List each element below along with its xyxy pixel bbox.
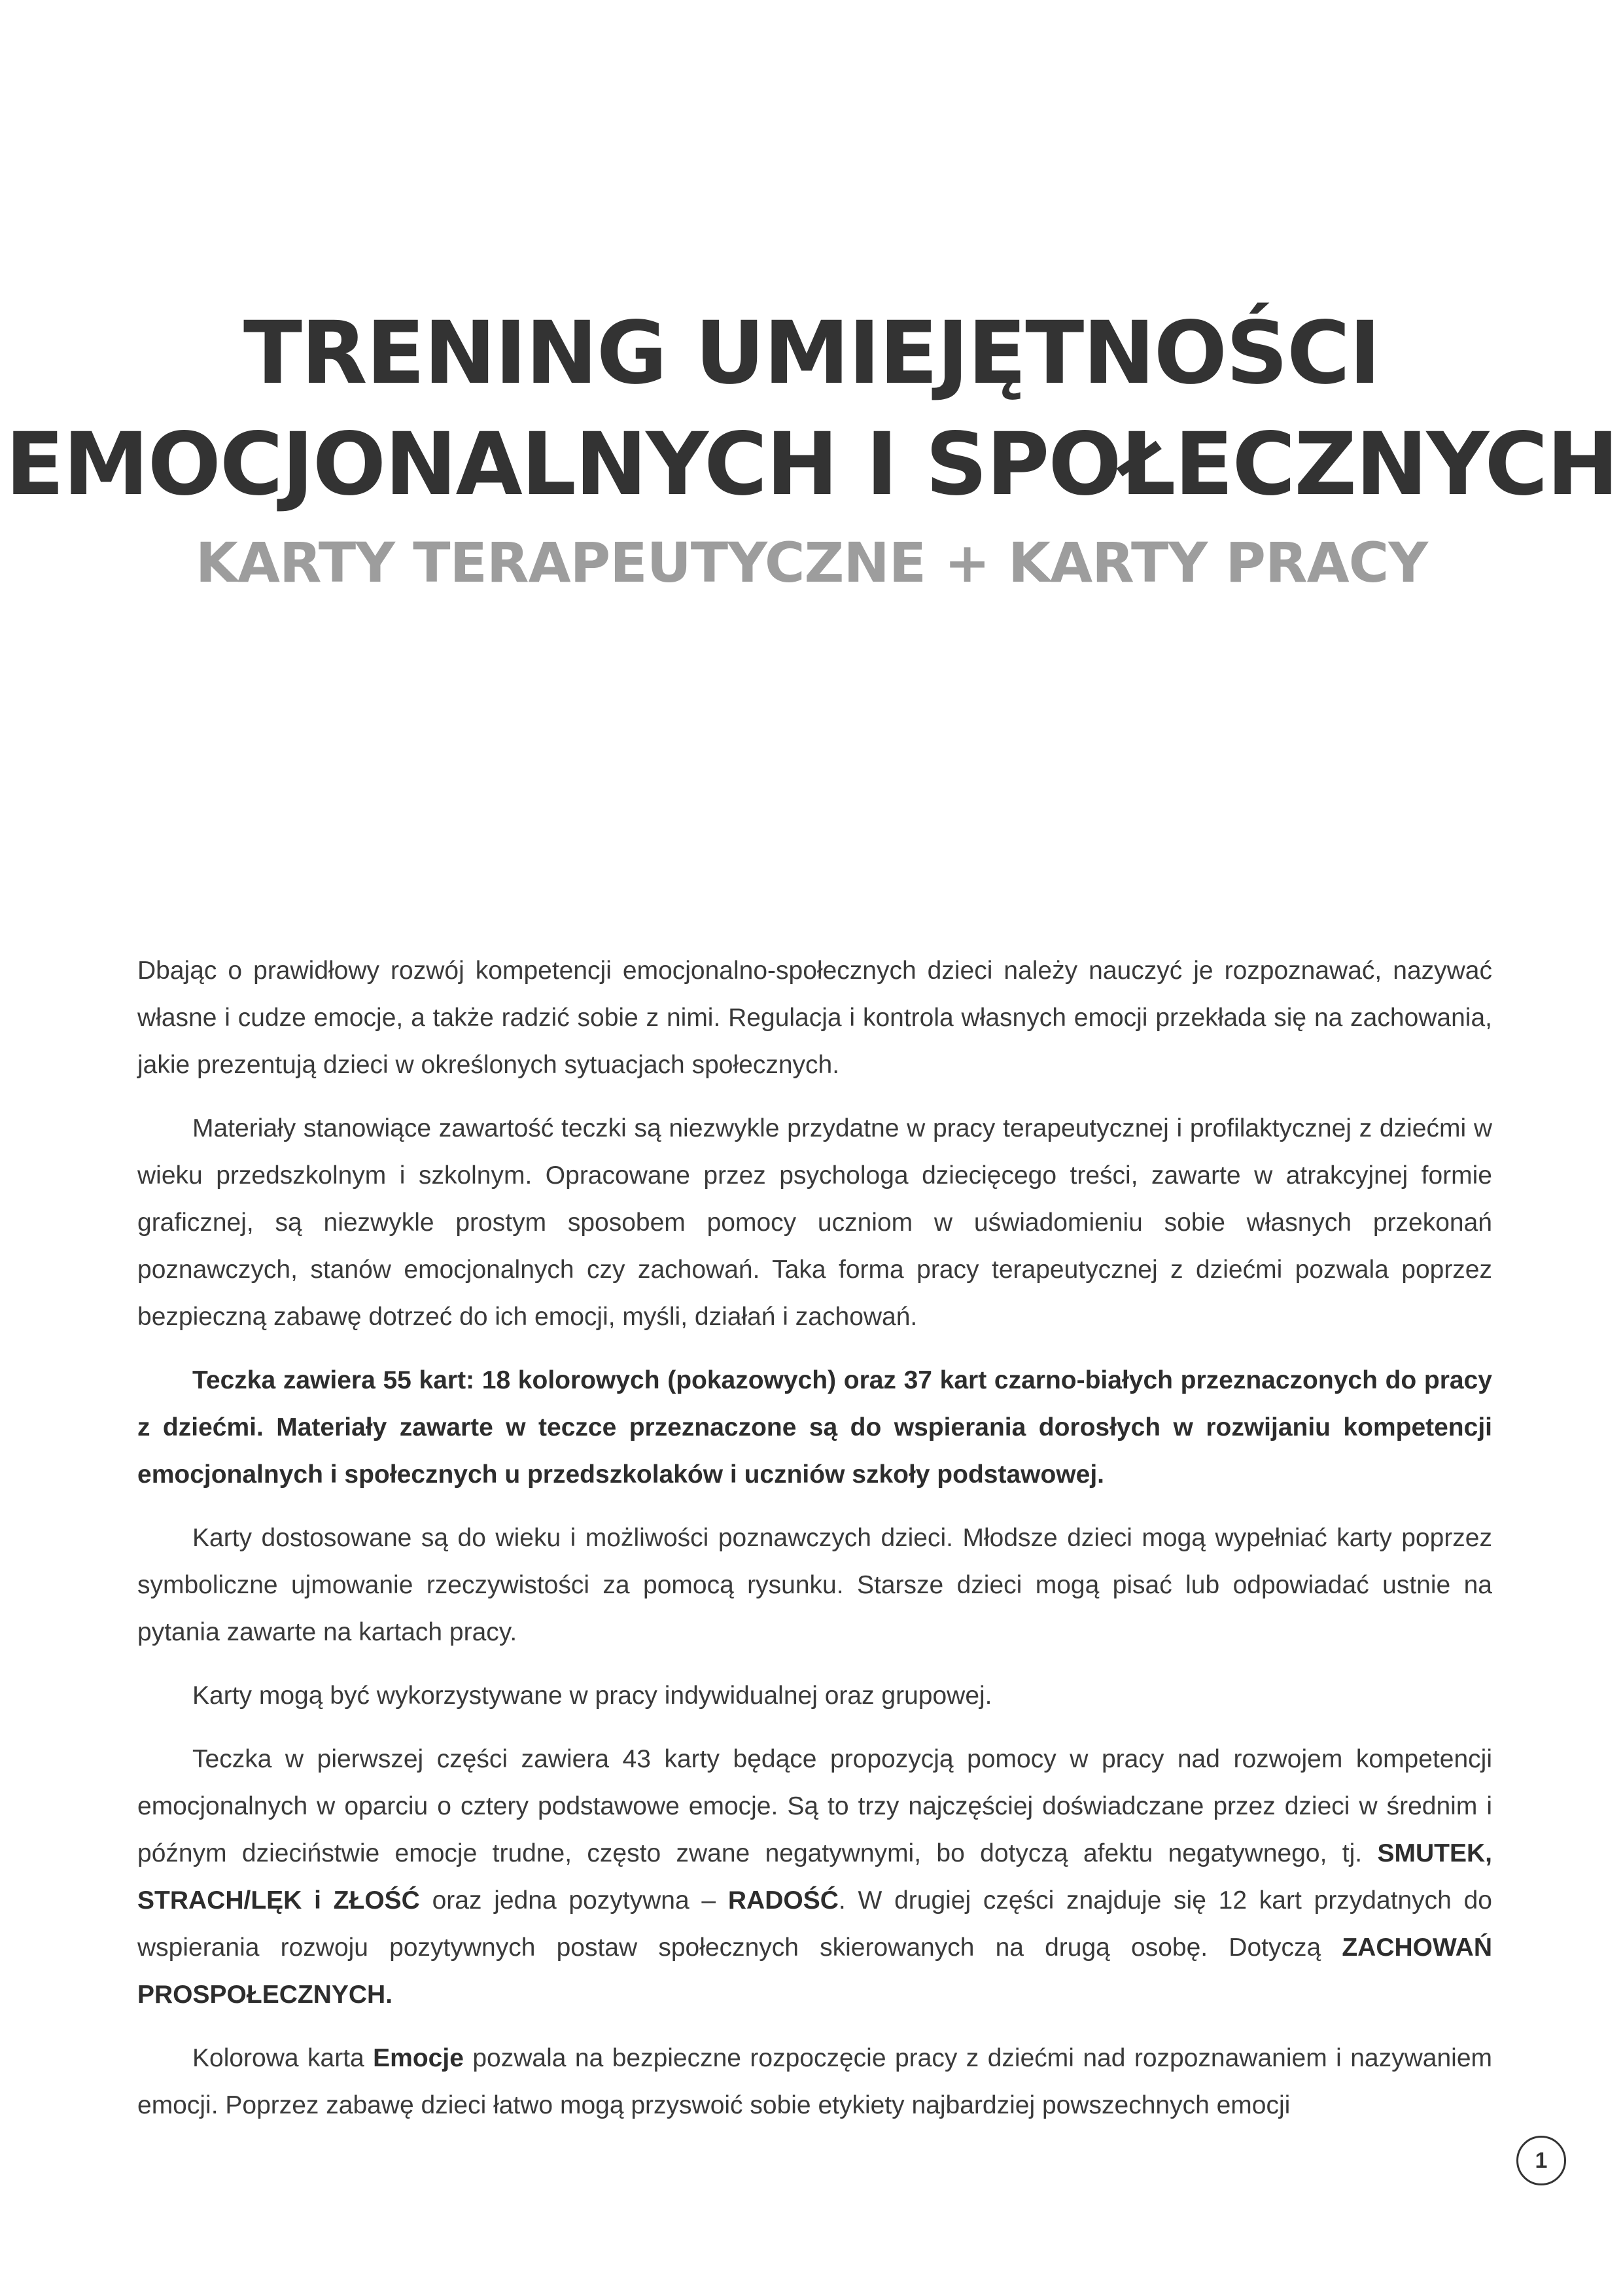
paragraph-7-emotions-bold: Emocje: [373, 2044, 464, 2072]
document-subtitle: KARTY TERAPEUTYCZNE + KARTY PRACY: [195, 531, 1428, 595]
paragraph-6-joy-bold: RADOŚĆ: [727, 1886, 839, 1915]
paragraph-6-emotions-bold: SMUTEK, STRACH/LĘK i ZŁOŚĆ: [137, 1839, 1492, 1915]
paragraph-3: [137, 1357, 1492, 1498]
title-block: [0, 298, 1623, 599]
document-title-line-1: TRENING UMIEJĘTNOŚCI: [243, 303, 1380, 404]
body-text: [137, 947, 1492, 2146]
paragraph-6-text-1: Teczka w pierwszej części zawiera 43 karty będące propozycją pomocy w pracy nad rozwojem kompetencji emocjonalnych w oparciu o cztery podstawowe emocje. Są to trzy najczęściej doświadczane przez dzieci w średnim i późnym dzieciństwie emocje trudne, często zwane negatywnymi, bo dotyczą afektu negatywnego, tj.: [137, 1745, 1492, 1867]
document-title-line-2: EMOCJONALNYCH I SPOŁECZNYCH: [5, 414, 1618, 515]
paragraph-6: [137, 1736, 1492, 2019]
paragraph-6-text-3: . W drugiej części znajduje się 12 kart przydatnych do wspierania rozwoju pozytywnych postaw społecznych skierowanych na drugą osobę. Dotyczą: [137, 1886, 1492, 1962]
paragraph-6-prosocial-bold: ZACHOWAŃ PROSPOŁECZNYCH.: [137, 1934, 1492, 2009]
paragraph-1: Dbając o prawidłowy rozwój kompetencji emocjonalno-społecznych dzieci należy nauczyć je rozpoznawać, nazywać własne i cudze emocje, a także radzić sobie z nimi. Regulacja i kontrola własnych emocji przekłada się na zachowania, jakie prezentują dzieci w określonych sytuacjach społecznych.: [137, 957, 1492, 1079]
paragraph-7-text-1: Kolorowa karta: [192, 2044, 374, 2072]
paragraph-4: Karty dostosowane są do wieku i możliwości poznawczych dzieci. Młodsze dzieci mogą wypełniać karty poprzez symboliczne ujmowanie rzeczywistości za pomocą rysunku. Starsze dzieci mogą pisać lub odpowiadać ustnie na pytania zawarte na kartach pracy.: [137, 1524, 1492, 1646]
paragraph-7-text-2: pozwala na bezpieczne rozpoczęcie pracy z dziećmi nad rozpoznawaniem i nazywaniem emocji. Poprzez zabawę dzieci łatwo mogą przyswoić sobie etykiety najbardziej powszechnych emocji: [137, 2044, 1492, 2119]
paragraph-3-bold: Teczka zawiera 55 kart: 18 kolorowych (pokazowych) oraz 37 kart czarno-białych przeznaczonych do pracy z dziećmi. Materiały zawarte w teczce przeznaczone są do wspierania dorosłych w rozwijaniu kompetencji emocjonalnych i społecznych u przedszkolaków i uczniów szkoły podstawowej.: [137, 1366, 1492, 1489]
paragraph-2: Materiały stanowiące zawartość teczki są niezwykle przydatne w pracy terapeutycznej i profilaktycznej z dziećmi w wieku przedszkolnym i szkolnym. Opracowane przez psychologa dziecięcego treści, zawarte w atrakcyjnej formie graficznej, są niezwykle prostym sposobem pomocy uczniom w uświadomieniu sobie własnych przekonań poznawczych, stanów emocjonalnych czy zachowań. Taka forma pracy terapeutycznej z dziećmi pozwala poprzez bezpieczną zabawę dotrzeć do ich emocji, myśli, działań i zachowań.: [137, 1114, 1492, 1331]
paragraph-6-text-2: oraz jedna pozytywna –: [419, 1886, 728, 1915]
paragraph-7: [137, 2035, 1492, 2129]
page-number-badge: 1: [1516, 2136, 1566, 2185]
paragraph-5: Karty mogą być wykorzystywane w pracy indywidualnej oraz grupowej.: [192, 1682, 992, 1710]
